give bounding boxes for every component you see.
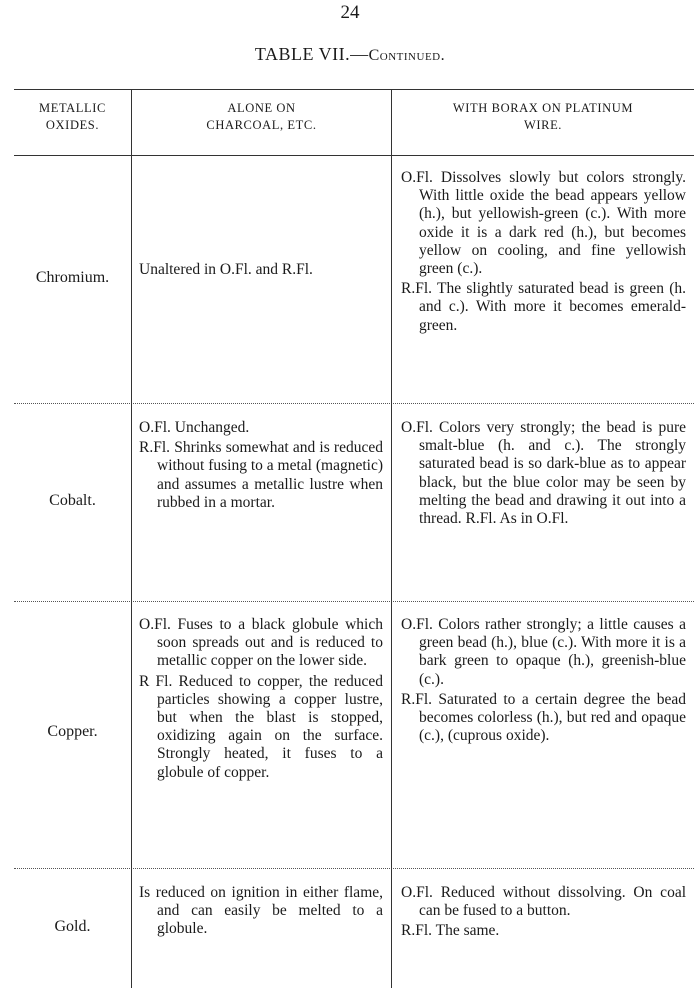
header-alone [132,100,391,134]
header-borax-line-1: WITH BORAX ON PLATINUM [452,101,634,115]
borax-paragraph: O.Fl. Colors rather strongly; a little causes a green bead (h.), blue (c.). With more it is a bark green to opaque (h.), greenish-blue (c.). [401,616,686,688]
oxide-name: Chromium. [35,269,110,286]
alone-paragraph: R.Fl. Shrinks somewhat and is reduced without fusing to a metal (magnetic) and assumes a metallic lustre when rubbed in a mortar. [139,439,383,511]
header-rule [14,155,694,156]
alone-paragraph: Unaltered in O.Fl. and R.Fl. [139,261,313,278]
alone-paragraph: R Fl. Reduced to copper, the reduced particles showing a copper lustre, but when the blast is stopped, oxidizing again on the surface. Strongly heated, it fuses to a globule of copper. [139,672,383,781]
row-divider-3 [14,868,694,869]
row-divider-1 [14,403,694,404]
oxide-name: Copper. [47,723,98,740]
column-divider-1 [131,89,132,988]
alone-cell [139,261,383,281]
oxide-name: Cobalt. [49,492,96,509]
page-number: 24 [340,2,360,23]
table-title [0,44,700,65]
borax-paragraph: O.Fl. Reduced without dissolving. On coal can be fused to a button. [401,884,686,920]
borax-paragraph: R.Fl. The slightly saturated bead is green (h. and c.). With more it becomes emerald-green. [401,280,686,334]
header-oxides [14,100,131,134]
borax-cell [401,169,686,337]
header-alone-line-2: CHARCOAL, ETC. [206,118,317,132]
alone-cell [139,884,383,941]
column-divider-2 [391,89,392,988]
borax-cell [401,419,686,530]
header-borax-line-2: WIRE. [523,118,563,132]
header-borax [392,100,694,134]
borax-paragraph: O.Fl. Colors very strongly; the bead is pure smalt-blue (h. and c.). The strongly saturated bead is so dark-blue as to appear black, but the blue color may be seen by melting the bead and drawing it out into a thread. R.Fl. As in O.Fl. [401,419,686,528]
header-oxides-line-2: OXIDES. [45,118,100,132]
borax-paragraph: O.Fl. Dissolves slowly but colors strongly. With little oxide the bead appears yellow (h.), but yellowish-green (c.). With more oxide it is a dark red (h.), but becomes yellow on cooling, and fine yellowish green (c.). [401,169,686,278]
borax-paragraph: R.Fl. The same. [401,922,500,940]
row-divider-2 [14,601,694,602]
borax-cell [401,884,686,943]
alone-cell [139,419,383,514]
oxide-name: Gold. [54,918,91,935]
header-alone-line-1: ALONE ON [227,101,296,115]
table-top-rule [14,89,694,90]
table-title-main: TABLE VII.— [254,44,369,64]
alone-paragraph: O.Fl. Fuses to a black globule which soon spreads out and is reduced to metallic copper on the lower side. [139,616,383,670]
alone-paragraph: O.Fl. Unchanged. [139,419,250,436]
header-oxides-line-1: METALLIC [39,101,106,115]
borax-cell [401,616,686,747]
alone-cell [139,616,383,784]
table-title-suffix: Continued. [368,47,446,64]
borax-paragraph: R.Fl. Saturated to a certain degree the bead becomes colorless (h.), but red and opaque (c.), (cuprous oxide). [401,690,686,745]
alone-paragraph: Is reduced on ignition in either flame, and can easily be melted to a globule. [139,884,383,938]
